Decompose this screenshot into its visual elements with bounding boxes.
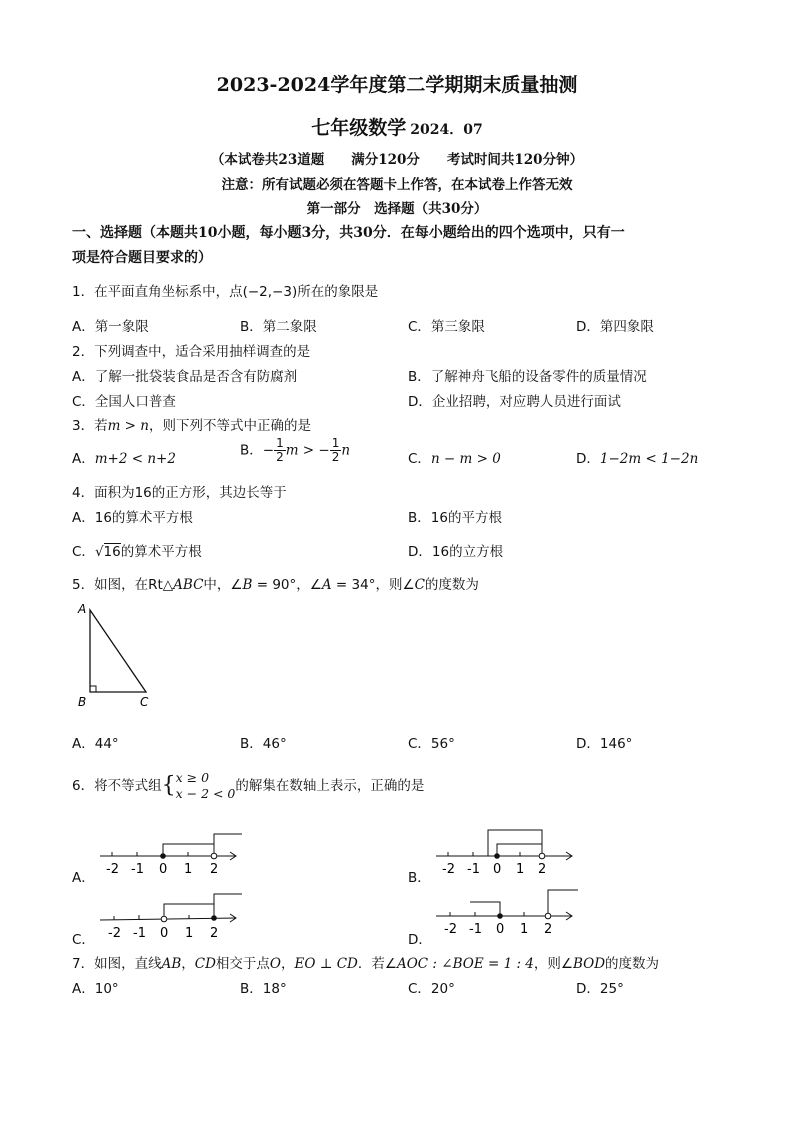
sqrt-sign: √ <box>94 544 104 560</box>
q7-option-b: B．18° <box>240 981 287 997</box>
tick-label: 1 <box>185 926 194 941</box>
q6-number-line-d <box>432 886 582 938</box>
q5-a: A <box>321 577 332 593</box>
q4-option-a: A．16的算术平方根 <box>72 510 193 526</box>
q6-number-line-a <box>96 830 246 880</box>
q3-stem <box>72 414 311 434</box>
closed-dot <box>494 853 500 859</box>
q7-ab: AB <box>161 956 182 972</box>
q1-option-c: C．第三象限 <box>408 319 485 335</box>
q6-label-a: A． <box>72 870 95 886</box>
exam-subject <box>0 113 794 140</box>
right-angle-mark <box>90 686 96 692</box>
q7-option-c: C．20° <box>408 981 455 997</box>
q2-option-b: B．了解神舟飞船的设备零件的质量情况 <box>408 369 647 385</box>
q5-abc: ABC <box>173 577 204 593</box>
q3-option-c-math: n − m > 0 <box>430 451 501 467</box>
q7-colon: : ∠ <box>428 956 453 972</box>
q7-pre: 7．如图，直线 <box>72 956 162 972</box>
vertex-b-label: B <box>78 695 87 709</box>
q6-sys1: x ≥ 0 <box>175 770 210 785</box>
tick-label: 0 <box>159 862 168 877</box>
q7-sep: ， <box>181 956 195 972</box>
open-dot <box>161 916 167 922</box>
q3-label-a: A． <box>72 451 95 467</box>
tick-label: -1 <box>131 862 144 877</box>
solution-bracket-2 <box>214 834 242 856</box>
q3-frac1-num: 1 <box>276 436 284 450</box>
q2-option-d: D．企业招聘，对应聘人员进行面试 <box>408 394 621 410</box>
tick-label: 2 <box>210 862 219 877</box>
q5-eq1: = 90°，∠ <box>252 577 322 593</box>
q6-number-line-c <box>96 892 246 942</box>
q3-frac2-num: 1 <box>331 436 340 450</box>
q5-option-d: D．146° <box>576 736 633 752</box>
q5-c: C <box>414 577 425 593</box>
vertex-c-label: C <box>140 695 149 709</box>
open-dot <box>545 913 551 919</box>
q3-option-b <box>240 437 350 464</box>
tick-label: 1 <box>184 862 193 877</box>
q7-cd: CD <box>194 956 216 972</box>
q2-option-a: A．了解一批袋装食品是否含有防腐剂 <box>72 369 298 385</box>
q3-option-b-end: n <box>341 442 351 459</box>
closed-dot <box>160 853 166 859</box>
tick-label: -1 <box>133 926 146 941</box>
tick-label: -1 <box>469 922 482 937</box>
closed-dot <box>211 915 217 921</box>
q3-label-c: C． <box>408 451 431 467</box>
exam-date: 2024．07 <box>410 122 483 138</box>
closed-dot <box>497 913 503 919</box>
q5-option-c: C．56° <box>408 736 455 752</box>
q6-pre: 6．将不等式组 <box>72 778 162 794</box>
q6-label-b: B． <box>408 870 431 886</box>
tick-label: -1 <box>467 862 480 877</box>
q1-option-d: D．第四象限 <box>576 319 654 335</box>
tick-label: 2 <box>538 862 547 877</box>
q3-frac2-den: 2 <box>331 450 340 464</box>
section-heading-line2: 项是符合题目要求的） <box>72 250 212 266</box>
brace-icon: { <box>161 773 176 798</box>
q5-b: B <box>242 577 253 593</box>
q4-option-b: B．16的平方根 <box>408 510 502 526</box>
q2-option-c: C．全国人口普查 <box>72 394 176 410</box>
exam-notice: 注意：所有试题必须在答题卡上作答，在本试卷上作答无效 <box>221 177 573 193</box>
q7-option-d: D．25° <box>576 981 624 997</box>
q5-post: 的度数为 <box>424 577 479 593</box>
q7-option-a: A．10° <box>72 981 119 997</box>
q3-option-a-math: m+2 < n+2 <box>94 451 176 467</box>
q3-frac1-den: 2 <box>276 450 284 464</box>
q4-option-c-post: 的算术平方根 <box>120 544 202 560</box>
q7-mid1: 相交于点 <box>215 956 270 972</box>
q7-mid3: ．若∠ <box>357 956 397 972</box>
q7-ratio: = 1 : 4 <box>483 956 534 972</box>
tick-label: 2 <box>544 922 553 937</box>
q6-sys2: x − 2 < 0 <box>175 786 236 801</box>
q3-option-b-mid: m > − <box>285 442 330 459</box>
q3-option-d <box>576 447 698 467</box>
part-heading: 第一部分 选择题（共30分） <box>306 201 488 217</box>
tick-label: 0 <box>493 862 502 877</box>
q3-fraction-2 <box>330 437 342 464</box>
tick-label: 0 <box>496 922 505 937</box>
q4-option-d: D．16的立方根 <box>408 544 504 560</box>
q5-eq2: = 34°，则∠ <box>331 577 415 593</box>
q7-bod: BOD <box>572 956 606 972</box>
vertex-a-label: A <box>78 602 87 616</box>
q4-option-c <box>72 540 202 560</box>
tick-label: 1 <box>520 922 529 937</box>
q7-mid2: ， <box>281 956 295 972</box>
q3-stem-pre: 3．若 <box>72 418 108 434</box>
tick-label: 0 <box>160 926 169 941</box>
tick-label: 1 <box>516 862 525 877</box>
section-heading-line1: 一、选择题（本题共10小题，每小题3分，共30分．在每小题给出的四个选项中，只有一 <box>72 225 625 241</box>
q7-mid4: ，则∠ <box>533 956 573 972</box>
tick-label: 2 <box>210 926 219 941</box>
tick-label: -2 <box>442 862 455 877</box>
q7-boe: BOE <box>452 956 484 972</box>
q5-stem <box>72 573 479 593</box>
q4-stem: 4．面积为16的正方形，其边长等于 <box>72 485 287 501</box>
q6-post: 的解集在数轴上表示，正确的是 <box>235 778 425 794</box>
exam-title: 2023-2024学年度第二学期期末质量抽测 <box>216 74 578 96</box>
q7-eo: EO ⊥ CD <box>294 956 358 972</box>
q6-number-line-b <box>432 826 582 878</box>
q5-triangle-figure <box>70 598 170 713</box>
q2-stem: 2．下列调查中，适合采用抽样调查的是 <box>72 344 311 360</box>
q6-label-d: D． <box>408 932 432 948</box>
q3-fraction-1 <box>274 437 286 464</box>
q3-label-d: D． <box>576 451 600 467</box>
q4-label-c: C． <box>72 544 95 560</box>
q5-option-b: B．46° <box>240 736 287 752</box>
q3-minus-1: − <box>262 442 275 459</box>
q7-o: O <box>269 956 281 972</box>
solution-bracket-2 <box>488 830 542 856</box>
q3-option-d-math: 1−2m < 1−2n <box>599 451 699 467</box>
q5-pre: 5．如图，在Rt△ <box>72 577 174 593</box>
q7-post: 的度数为 <box>605 956 660 972</box>
solution-bracket-2 <box>548 890 578 916</box>
q7-aoc: AOC <box>396 956 429 972</box>
q6-stem <box>72 766 424 806</box>
solution-bracket-2 <box>214 894 242 918</box>
subject-text: 七年级数学 <box>311 117 407 139</box>
q5-option-a: A．44° <box>72 736 119 752</box>
q6-system <box>176 770 236 802</box>
open-dot <box>211 853 217 859</box>
q3-stem-post: ，则下列不等式中正确的是 <box>148 418 311 434</box>
triangle-shape <box>90 610 146 692</box>
tick-label: -2 <box>108 926 121 941</box>
tick-label: -2 <box>444 922 457 937</box>
q6-label-c: C． <box>72 932 95 948</box>
q3-option-c <box>408 447 501 467</box>
q1-option-b: B．第二象限 <box>240 319 317 335</box>
q5-mid: 中，∠ <box>203 577 243 593</box>
q4-radicand: 16 <box>103 544 121 560</box>
q1-option-a: A．第一象限 <box>72 319 149 335</box>
q3-label-b: B． <box>240 442 263 459</box>
q1-stem: 1．在平面直角坐标系中，点(−2,−3)所在的象限是 <box>72 284 379 300</box>
tick-label: -2 <box>106 862 119 877</box>
q7-stem <box>72 952 659 972</box>
exam-info: （本试卷共23道题 满分120分 考试时间共120分钟） <box>210 152 584 168</box>
open-dot <box>539 853 545 859</box>
q3-stem-math: m > n <box>107 418 149 434</box>
q3-option-a <box>72 447 176 467</box>
